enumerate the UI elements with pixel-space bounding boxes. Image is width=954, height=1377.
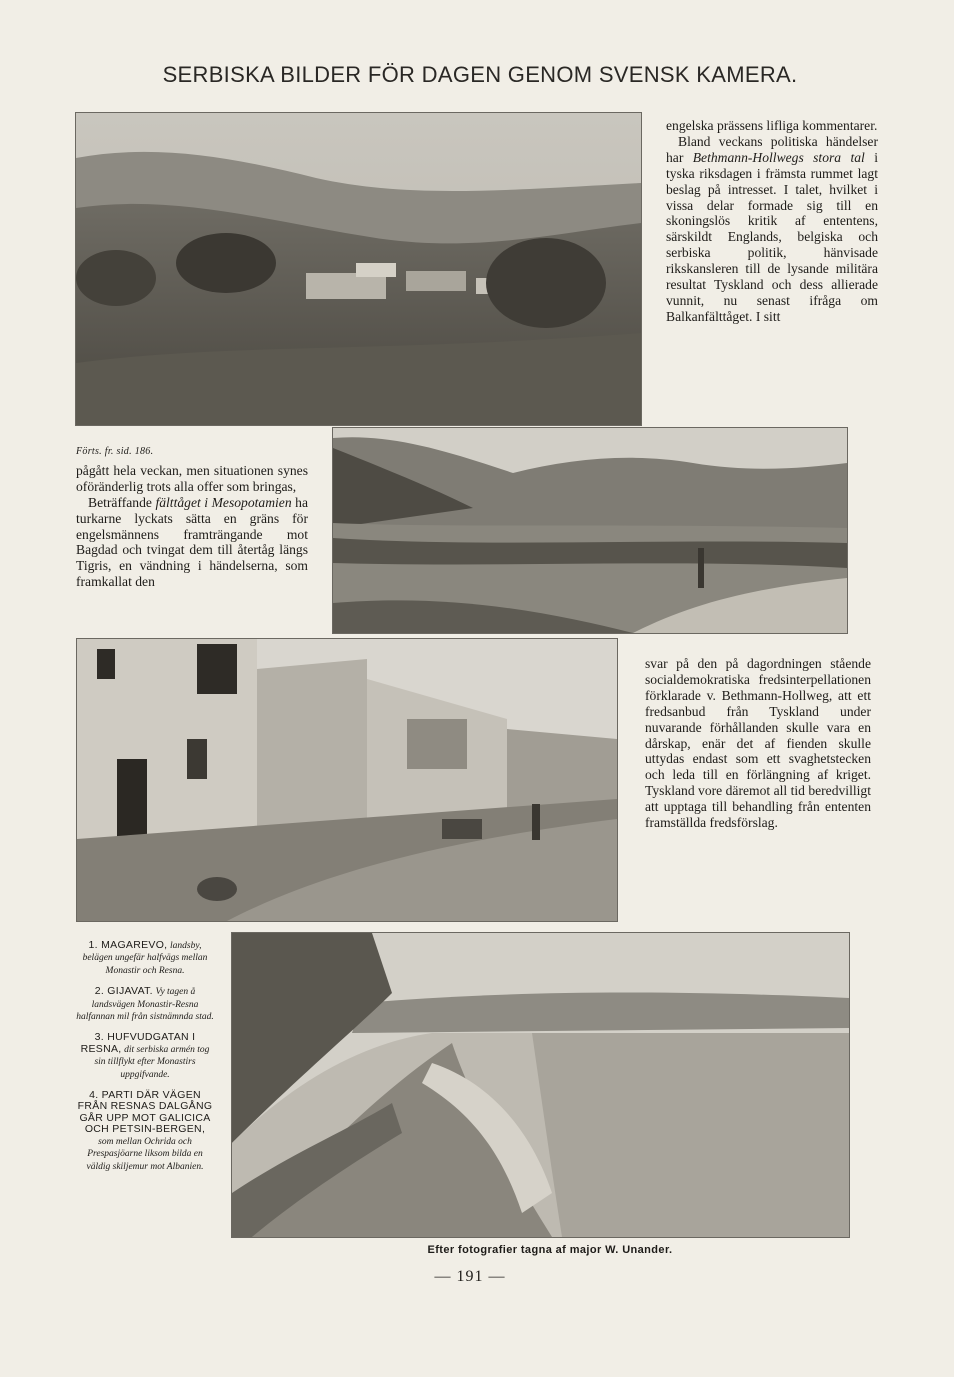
text-run: i tyska riksdagen i främsta rummet lagt beslag på intresset. I talet, hvilket i vissa delar formade sig till en skoningslös kritik af ententens, särskildt Englands, belgiska och serbiska politik, hänvisade rikskansleren till de lysande militära resultat Tyskland och dess allierade vunnit, nu senast ifråga om Balkanfälttåget. I sitt (666, 149, 878, 324)
photo-1-magarevo (75, 112, 642, 426)
text-column-mid-right (645, 656, 871, 831)
caption-heading: 1. MAGAREVO, (88, 939, 168, 951)
photo-captions (76, 940, 214, 1182)
caption-description: Vy tagen å landsvägen Monastir-Resna halfannan mil från sistnämnda stad. (76, 987, 214, 1023)
caption-description: som mellan Ochrida och Prespasjöarne liksom bilda en väldig skiljemur mot Albanien. (86, 1136, 204, 1172)
caption-1 (76, 940, 214, 977)
photo-2-gijavat (332, 427, 848, 634)
continuation-note: Förts. fr. sid. 186. (76, 446, 154, 457)
caption-description: dit serbiska armén tog sin tillflykt efter Monastirs uppgifvande. (94, 1044, 210, 1080)
text-run: Beträffande (88, 494, 156, 510)
photo-3-resna-street (76, 638, 618, 922)
landscape-village-image (76, 113, 641, 425)
page-header: SERBISKA BILDER FÖR DAGEN GENOM SVENSK KAMERA. (162, 62, 798, 87)
page-number: — 191 — (434, 1268, 506, 1285)
text-run: ha turkarne lyckats sätta en gräns för engelsmännens framträngande mot Bagdad och tvingat dem till återtåg längs Tigris, en vändning i händelserna, som framkallat den (76, 494, 309, 590)
caption-heading: 4. PARTI DÄR VÄGEN FRÅN RESNAS DALGÅNG GÅR UPP MOT GALICICA OCH PETSIN-BERGEN, (77, 1089, 213, 1136)
text-column-mid-left (76, 444, 308, 590)
lakeside-road-image (232, 933, 849, 1237)
text-paragraph (76, 495, 308, 590)
text-paragraph (666, 134, 878, 325)
text-paragraph: svar på den på dagordningen stående socialdemokratiska fredsinterpellationen förklarade v. Bethmann-Hollweg, att ett fredsanbud från Tyskland under nuvarande förhållanden skulle vara en dårskap, enär det af fienden skulle uttydas endast som ett svaghetstecken och leda till en förlängning af kriget. Tyskland vore däremot all tid beredvilligt att upptaga till behandling från ententen framställda fredsförslag. (645, 656, 871, 831)
text-continuation: engelska prässens lifliga kommentarer. (666, 118, 878, 133)
caption-heading: 2. GIJAVAT. (94, 985, 153, 998)
photo-4-lakeside-road (231, 932, 850, 1238)
caption-3 (76, 1032, 214, 1081)
text-column-top-right (666, 118, 878, 325)
text-paragraph: pågått hela veckan, men situationen synes oföränderlig trots alla offer som bringas, (76, 462, 308, 494)
emphasis-text: fälttåget i Mesopotamien (155, 494, 292, 510)
caption-description: landsby, belägen ungefär halfvägs mellan Monastir och Resna. (82, 941, 208, 976)
caption-heading: 3. HUFVUDGATAN I RESNA, (80, 1031, 196, 1055)
text-run: Bland veckans politiska händelser har (666, 133, 878, 165)
caption-4 (76, 1090, 214, 1173)
valley-road-image (333, 428, 847, 633)
photo-credit: Efter fotografier tagna af major W. Unander. (427, 1244, 673, 1256)
emphasis-text: Bethmann-Hollwegs stora tal (692, 149, 865, 165)
caption-2 (76, 986, 214, 1023)
town-street-image (77, 639, 617, 921)
